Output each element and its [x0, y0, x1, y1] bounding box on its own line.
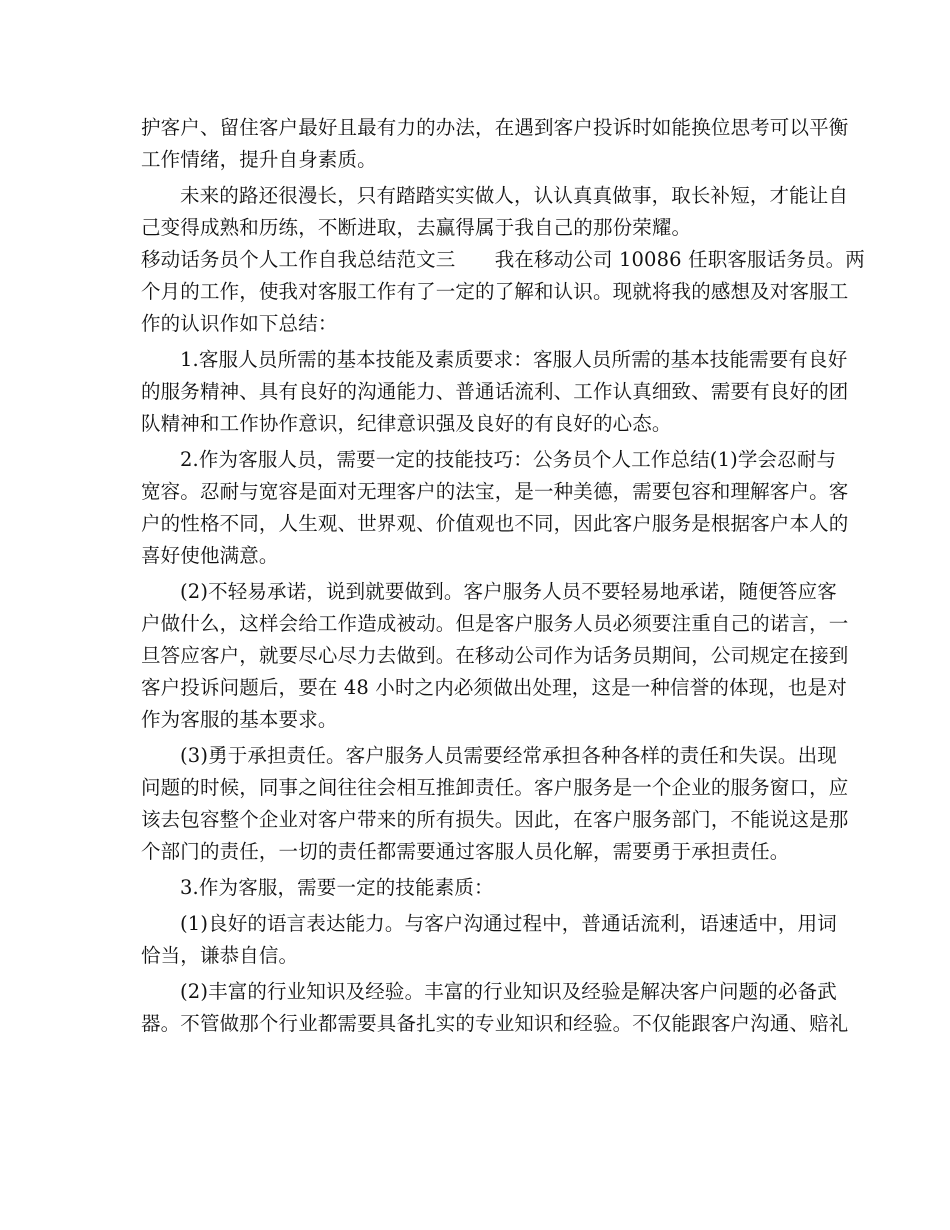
document-page [141, 112, 865, 1040]
text-line: 2.作为客服人员，需要一定的技能技巧：公务员个人工作总结(1)学会忍耐与 [180, 448, 837, 471]
text-line: 宽容。忍耐与宽容是面对无理客户的法宝，是一种美德，需要包容和理解客户。客 [141, 480, 849, 503]
text-line: (1)良好的语言表达能力。与客户沟通过程中，普通话流利，语速适中，用词 [180, 912, 837, 935]
text-line: 3.作为客服，需要一定的技能素质： [180, 876, 494, 899]
text-line: 户的性格不同，人生观、世界观、价值观也不同，因此客户服务是根据客户本人的 [141, 512, 849, 535]
text-line: 作的认识作如下总结： [141, 312, 338, 335]
text-line: 己变得成熟和历练，不断进取，去赢得属于我自己的那份荣耀。 [141, 216, 692, 239]
text-line: 器。不管做那个行业都需要具备扎实的专业知识和经验。不仅能跟客户沟通、赔礼 [141, 1012, 849, 1035]
text-line: (2)丰富的行业知识及经验。丰富的行业知识及经验是解决客户问题的必备武 [180, 980, 837, 1003]
text-line: 护客户、留住客户最好且最有力的办法，在遇到客户投诉时如能换位思考可以平衡 [141, 116, 849, 139]
text-line: 客户投诉问题后，要在 48 小时之内必须做出处理，这是一种信誉的体现，也是对 [141, 676, 847, 699]
text-line: 工作情绪，提升自身素质。 [141, 148, 377, 171]
text-line: 队精神和工作协作意识，纪律意识强及良好的有良好的心态。 [141, 412, 672, 435]
text-line: 作为客服的基本要求。 [141, 708, 338, 731]
text-line: 问题的时候，同事之间往往会相互推卸责任。客户服务是一个企业的服务窗口，应 [141, 776, 849, 799]
text-line: 喜好使他满意。 [141, 544, 279, 567]
text-line: (3)勇于承担责任。客户服务人员需要经常承担各种各样的责任和失误。出现 [180, 744, 837, 767]
text-line: 恰当，谦恭自信。 [141, 944, 299, 967]
text-line: 个部门的责任，一切的责任都需要通过客服人员化解，需要勇于承担责任。 [141, 840, 790, 863]
text-line: (2)不轻易承诺，说到就要做到。客户服务人员不要轻易地承诺，随便答应客 [180, 580, 837, 603]
text-line: 该去包容整个企业对客户带来的所有损失。因此，在客户服务部门，不能说这是那 [141, 808, 849, 831]
section-heading-line: 移动话务员个人工作自我总结范文三 我在移动公司 10086 任职客服话务员。两 [141, 248, 865, 271]
text-line: 旦答应客户，就要尽心尽力去做到。在移动公司作为话务员期间，公司规定在接到 [141, 644, 849, 667]
text-line: 个月的工作，使我对客服工作有了一定的了解和认识。现就将我的感想及对客服工 [141, 280, 849, 303]
text-line: 1.客服人员所需的基本技能及素质要求：客服人员所需的基本技能需要有良好 [180, 348, 848, 371]
text-line: 户做什么，这样会给工作造成被动。但是客户服务人员必须要注重自己的诺言，一 [141, 612, 849, 635]
text-line: 未来的路还很漫长，只有踏踏实实做人，认认真真做事，取长补短，才能让自 [180, 184, 849, 207]
text-line: 的服务精神、具有良好的沟通能力、普通话流利、工作认真细致、需要有良好的团 [141, 380, 849, 403]
